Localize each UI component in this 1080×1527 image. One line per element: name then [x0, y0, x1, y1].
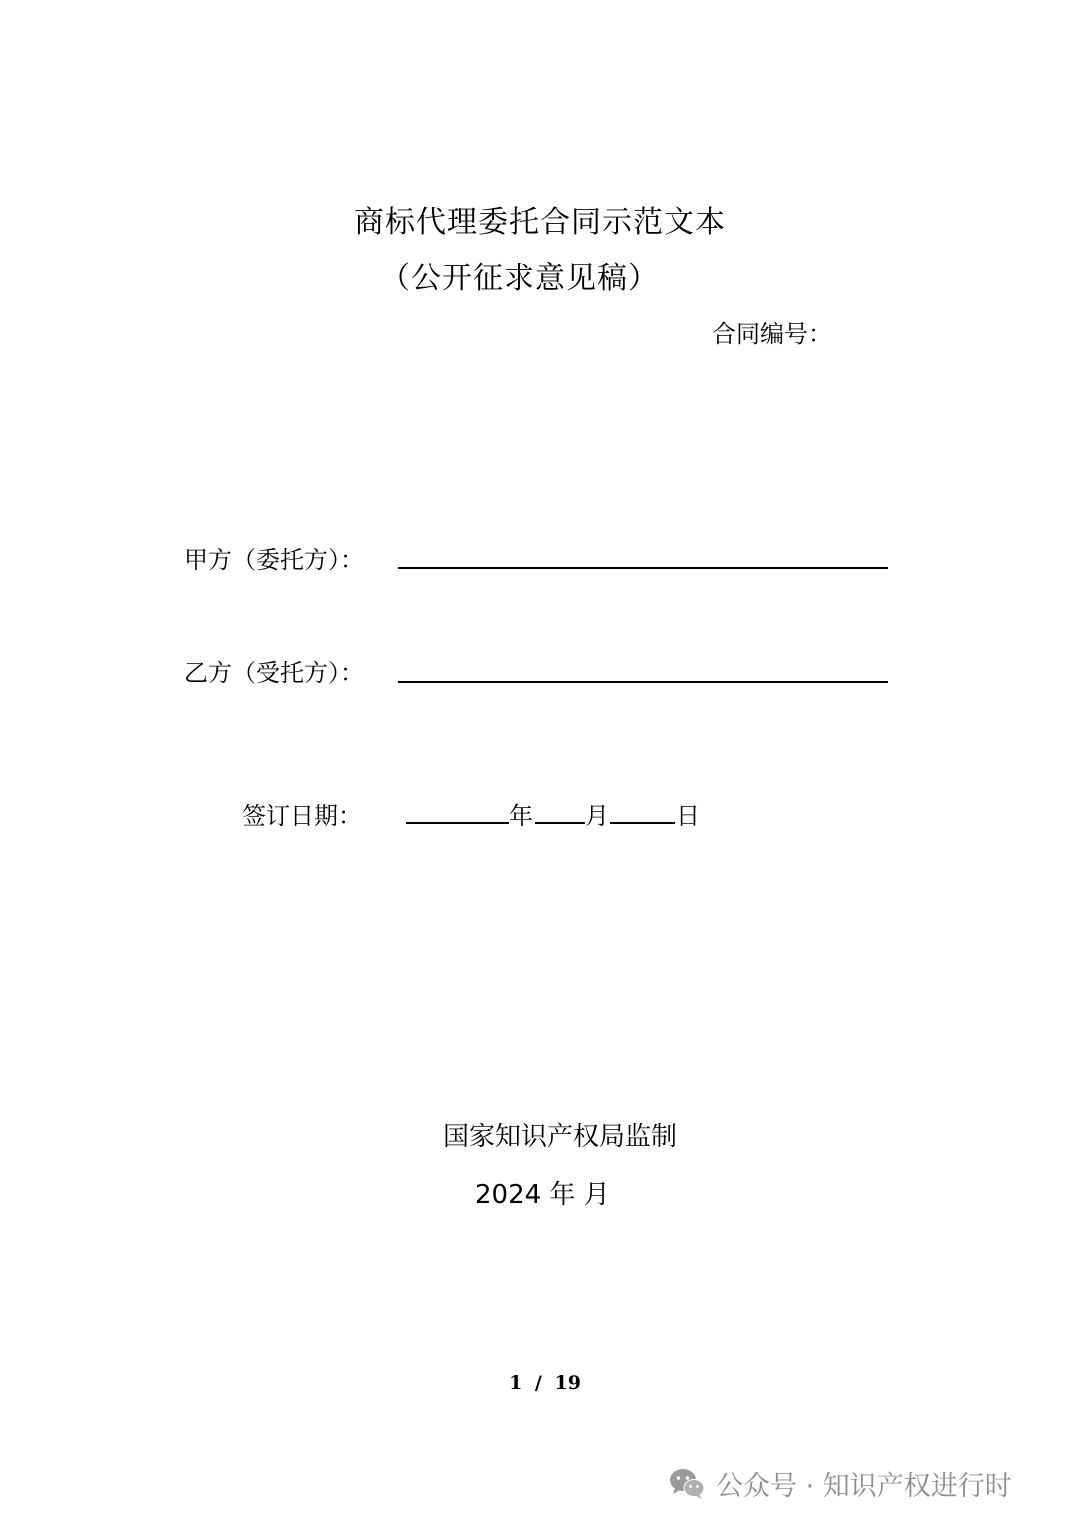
signing-month-blank	[535, 822, 585, 824]
document-title: 商标代理委托合同示范文本	[354, 205, 726, 240]
signing-year-unit: 年	[509, 802, 533, 830]
signing-month-unit: 月	[585, 802, 609, 830]
wechat-icon	[668, 1467, 706, 1501]
party-b-signature-line	[398, 681, 888, 683]
signing-day-unit: 日	[676, 802, 700, 830]
issue-date: 2024 年 月	[475, 1180, 610, 1210]
party-a-label: 甲方（委托方）：	[184, 546, 364, 574]
watermark-text: 公众号 · 知识产权进行时	[716, 1471, 1012, 1502]
contract-number-label: 合同编号：	[712, 320, 832, 348]
document-subtitle: （公开征求意见稿）	[380, 261, 659, 296]
supervised-by: 国家知识产权局监制	[442, 1122, 677, 1152]
party-b-label: 乙方（受托方）：	[184, 659, 364, 687]
signing-day-blank	[610, 822, 675, 824]
signing-year-blank	[406, 822, 509, 824]
party-a-signature-line	[398, 567, 888, 569]
watermark	[668, 1464, 1012, 1503]
page-number: 1 / 19	[509, 1372, 581, 1394]
signing-date-label: 签订日期：	[242, 802, 362, 830]
